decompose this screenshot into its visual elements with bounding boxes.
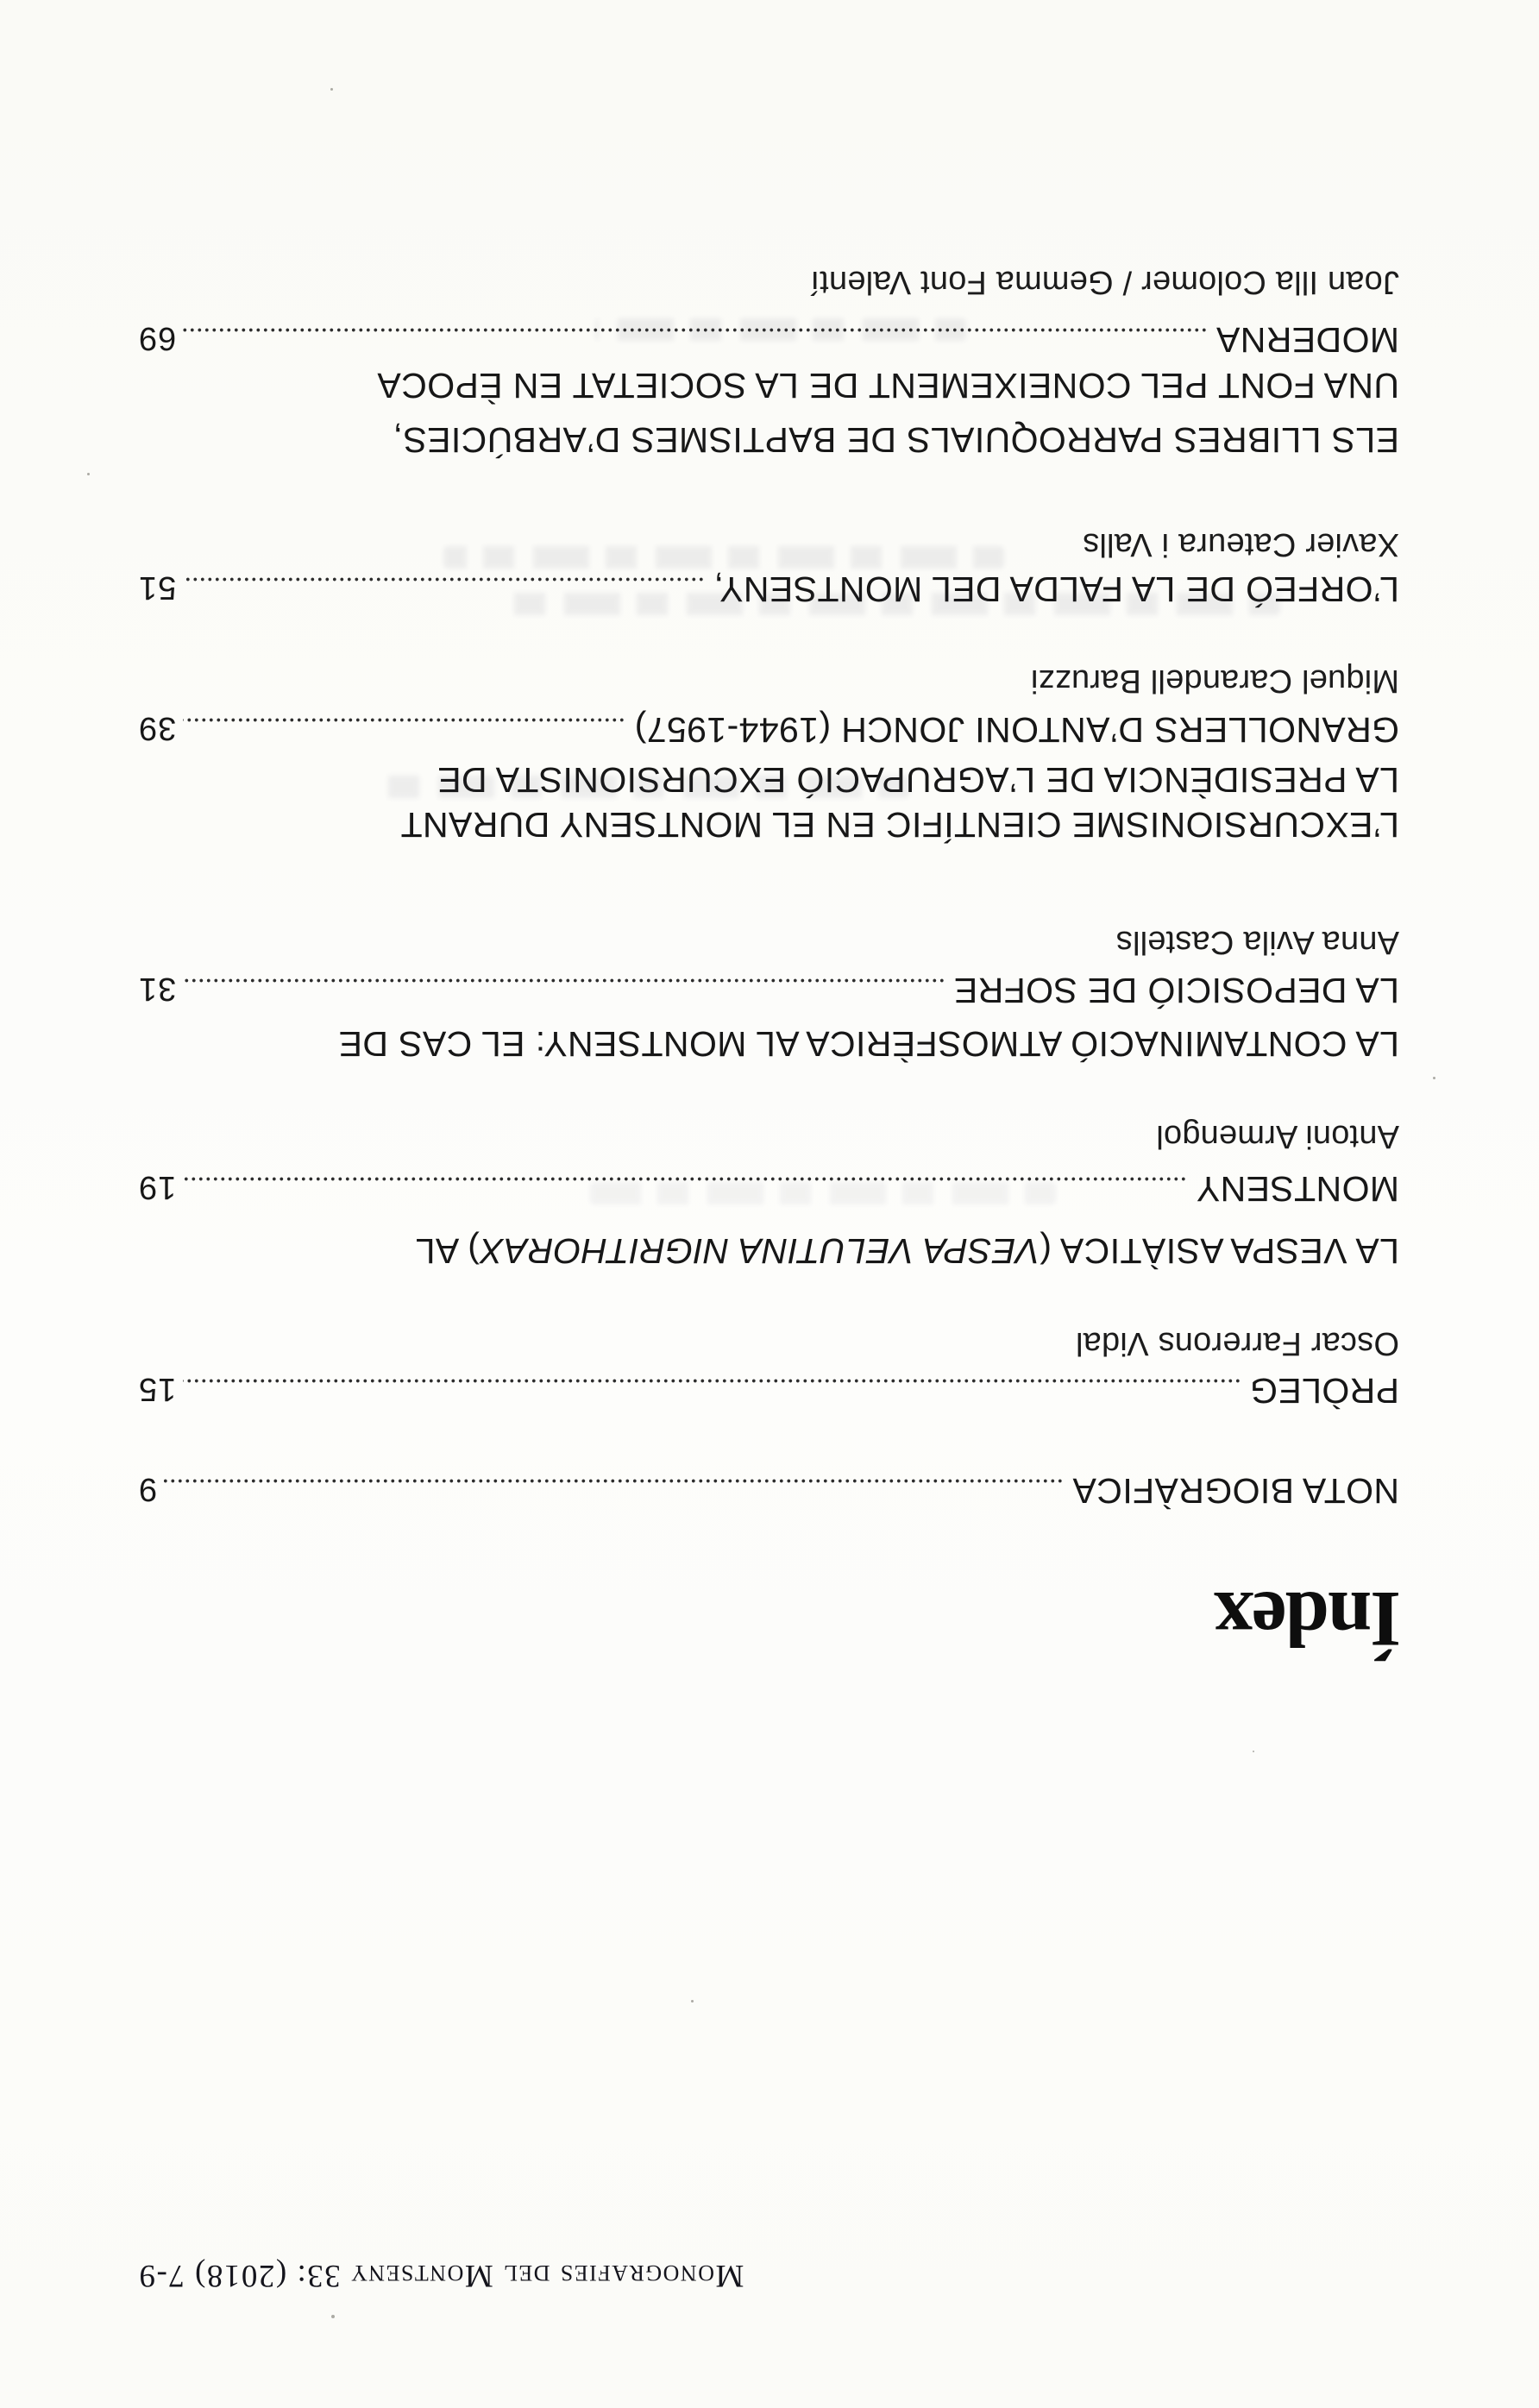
toc-page-number: 15 xyxy=(138,1371,177,1407)
toc-entry-title: MODERNA xyxy=(1215,320,1399,360)
dotted-leader xyxy=(183,1379,1239,1383)
toc-page-number: 51 xyxy=(138,569,177,606)
dotted-leader xyxy=(183,1177,1185,1181)
bleed-through-ghost xyxy=(383,776,909,798)
toc-author: Xavier Cateura i Valls xyxy=(1083,526,1399,563)
toc-row-contaminacio-line2 xyxy=(138,968,1399,1010)
toc-row-excursionisme-line2: LA PRESIDÈNCIA DE L’AGRUPACIÓ EXCURSIONISTA DE xyxy=(437,760,1399,800)
dotted-leader xyxy=(183,718,624,722)
dust-speck xyxy=(1433,1077,1435,1079)
toc-page-number: 19 xyxy=(138,1169,177,1205)
toc-row-vespa-line1 xyxy=(138,1230,1399,1271)
toc-page-number: 9 xyxy=(138,1471,158,1507)
bleed-through-ghost xyxy=(590,1182,1056,1204)
toc-entry-title: GRANOLLERS D’ANTONI JONCH (1944-1957) xyxy=(634,710,1399,750)
toc-entry-title: L’ORFEÓ DE LA FALDA DEL MONTSENY, xyxy=(713,569,1399,609)
dust-speck xyxy=(330,88,333,91)
dust-speck xyxy=(1253,1751,1254,1752)
toc-page-number: 31 xyxy=(138,971,177,1007)
toc-row-contaminacio-line1: LA CONTAMINACIÓ ATMOSFÈRICA AL MONTSENY: EL CAS DE xyxy=(338,1024,1399,1064)
toc-author: Anna Avila Castells xyxy=(1115,924,1399,960)
toc-entry-title: LA VESPA ASIÀTICA ( xyxy=(1039,1231,1399,1271)
bleed-through-ghost xyxy=(443,546,1004,569)
toc-row-excursionisme-line3 xyxy=(138,707,1399,750)
toc-row-llibres-line2: UNA FONT PEL CONEIXEMENT DE LA SOCIETAT EN ÈPOCA xyxy=(377,366,1399,406)
toc-author: Joan Illa Colomer / Gemma Font Valentí xyxy=(810,264,1399,300)
toc-author: Oscar Farrerons Vidal xyxy=(1075,1325,1399,1361)
page-title: Índex xyxy=(1215,1575,1401,1663)
toc-entry-title-italic: VESPA VELUTINA NIGRITHORAX xyxy=(479,1231,1040,1271)
toc-entry-title: MONTSENY xyxy=(1196,1169,1399,1209)
bleed-through-ghost xyxy=(504,593,1280,615)
dust-speck xyxy=(87,473,90,475)
dotted-leader xyxy=(164,1479,1062,1483)
running-head: Monografies del Montseny 33: (2018) 7-9 xyxy=(138,2258,744,2293)
dotted-leader xyxy=(183,577,703,582)
dotted-leader xyxy=(183,978,943,983)
toc-row-llibres-line1: ELS LLIBRES PARROQUIALS DE BAPTISMES D’ARBÚCIES, xyxy=(393,420,1399,460)
toc-page-number: 69 xyxy=(138,320,177,356)
toc-author: Miquel Carandell Baruzzi xyxy=(1030,663,1399,699)
bleed-through-ghost xyxy=(595,318,966,341)
toc-row-proleg xyxy=(138,1368,1399,1411)
dust-speck xyxy=(331,2315,335,2318)
toc-entry-title: PRÒLEG xyxy=(1249,1371,1399,1411)
toc-page-number: 39 xyxy=(138,710,177,746)
toc-entry-title: NOTA BIOGRÀFICA xyxy=(1072,1471,1399,1511)
dust-speck xyxy=(691,2000,694,2002)
toc-author: Antoni Armengol xyxy=(1156,1118,1399,1154)
toc-row-excursionisme-line1: L’EXCURSIONISME CIENTÍFIC EN EL MONTSENY DURANT xyxy=(400,805,1399,845)
toc-row-nota-biografica xyxy=(138,1468,1399,1511)
toc-entry-title: ) AL xyxy=(415,1231,480,1271)
toc-entry-title: LA DEPOSICIÓ DE SOFRE xyxy=(953,971,1399,1010)
